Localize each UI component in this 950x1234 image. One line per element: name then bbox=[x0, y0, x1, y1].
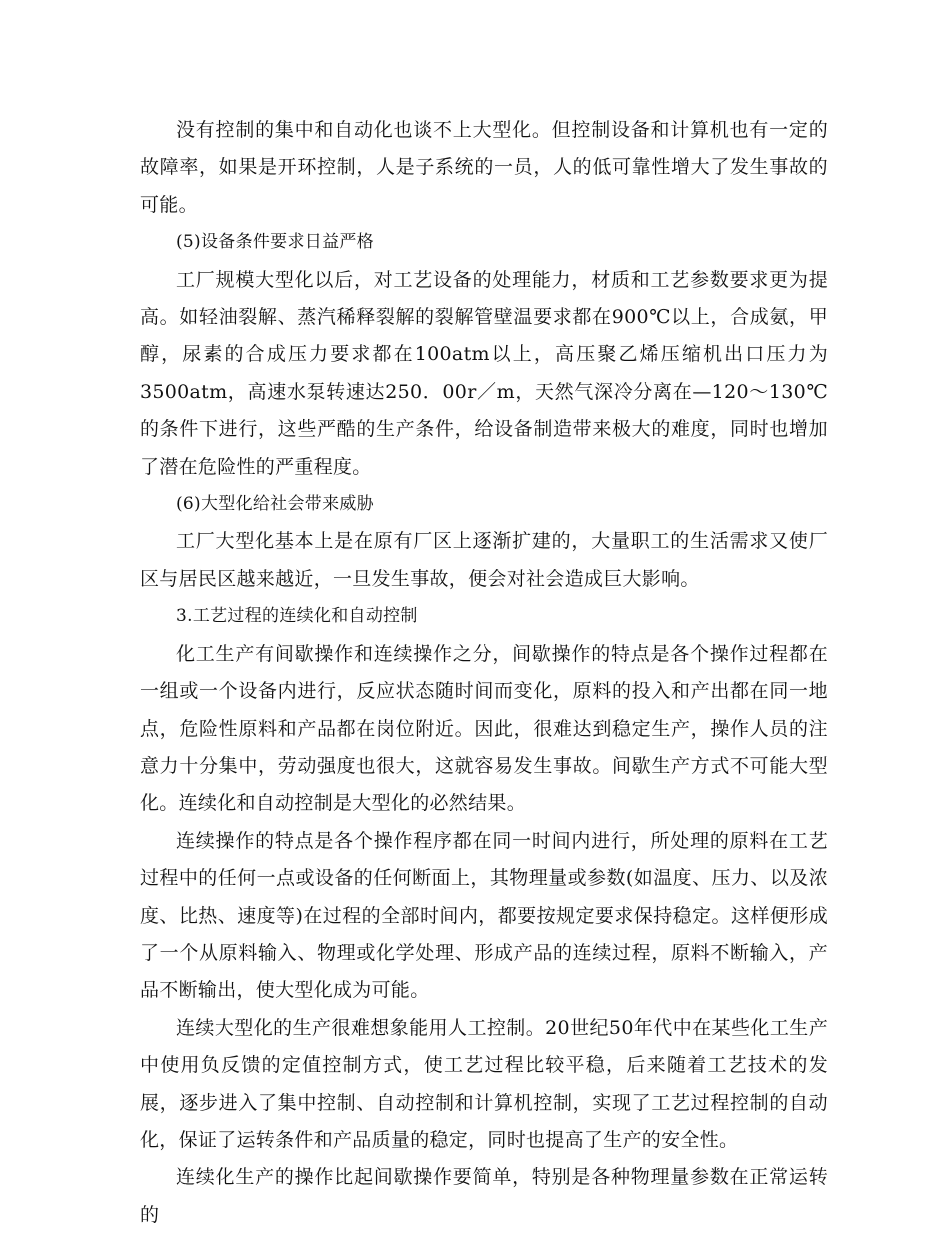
paragraph-social-threat: 工厂大型化基本上是在原有厂区上逐渐扩建的，大量职工的生活需求又使厂区与居民区越来越近，一旦发生事故，便会对社会造成巨大影响。 bbox=[140, 530, 828, 590]
paragraph-equipment-conditions: 工厂规模大型化以后，对工艺设备的处理能力，材质和工艺参数要求更为提高。如轻油裂解、蒸汽稀释裂解的裂解管壁温要求都在900℃以上，合成氨，甲醇，尿素的合成压力要求都在100atm以上，高压聚乙烯压缩机出口压力为3500atm，高速水泵转速达250．00r／m，天然气深冷分离在—120～130℃的条件下进行，这些严酷的生产条件，给设备制造带来极大的难度，同时也增加了潜在危险性的严重程度。 bbox=[140, 268, 828, 478]
paragraph-continuous-simplicity: 连续化生产的操作比起间歇操作要简单，特别是各种物理量参数在正常运转的 bbox=[140, 1166, 828, 1226]
section-heading-continuous-process: 3.工艺过程的连续化和自动控制 bbox=[176, 606, 418, 627]
paragraph-automatic-control: 连续大型化的生产很难想象能用人工控制。20世纪50年代中在某些化工生产中使用负反馈的定值控制方式，使工艺过程比较平稳，后来随着工艺技术的发展，逐步进入了集中控制、自动控制和计算机控制，实现了工艺过程控制的自动化，保证了运转条件和产品质量的稳定，同时也提高了生产的安全性。 bbox=[140, 1016, 828, 1151]
document-body bbox=[140, 112, 828, 1234]
section-heading-social-threat: (6)大型化给社会带来威胁 bbox=[176, 494, 374, 515]
paragraph-continuation: 没有控制的集中和自动化也谈不上大型化。但控制设备和计算机也有一定的故障率，如果是开环控制，人是子系统的一员，人的低可靠性增大了发生事故的可能。 bbox=[140, 119, 828, 216]
paragraph-batch-vs-continuous: 化工生产有间歇操作和连续操作之分，间歇操作的特点是各个操作过程都在一组或一个设备内进行，反应状态随时间而变化，原料的投入和产出都在同一地点，危险性原料和产品都在岗位附近。因此，很难达到稳定生产，操作人员的注意力十分集中，劳动强度也很大，这就容易发生事故。间歇生产方式不可能大型化。连续化和自动控制是大型化的必然结果。 bbox=[140, 642, 828, 815]
section-heading-equipment-conditions: (5)设备条件要求日益严格 bbox=[176, 232, 374, 253]
paragraph-continuous-operation: 连续操作的特点是各个操作程序都在同一时间内进行，所处理的原料在工艺过程中的任何一点或设备的任何断面上，其物理量或参数(如温度、压力、以及浓度、比热、速度等)在过程的全部时间内，都要按规定要求保持稳定。这样便形成了一个从原料输入、物理或化学处理、形成产品的连续过程，原料不断输入，产品不断输出，使大型化成为可能。 bbox=[140, 829, 828, 1002]
